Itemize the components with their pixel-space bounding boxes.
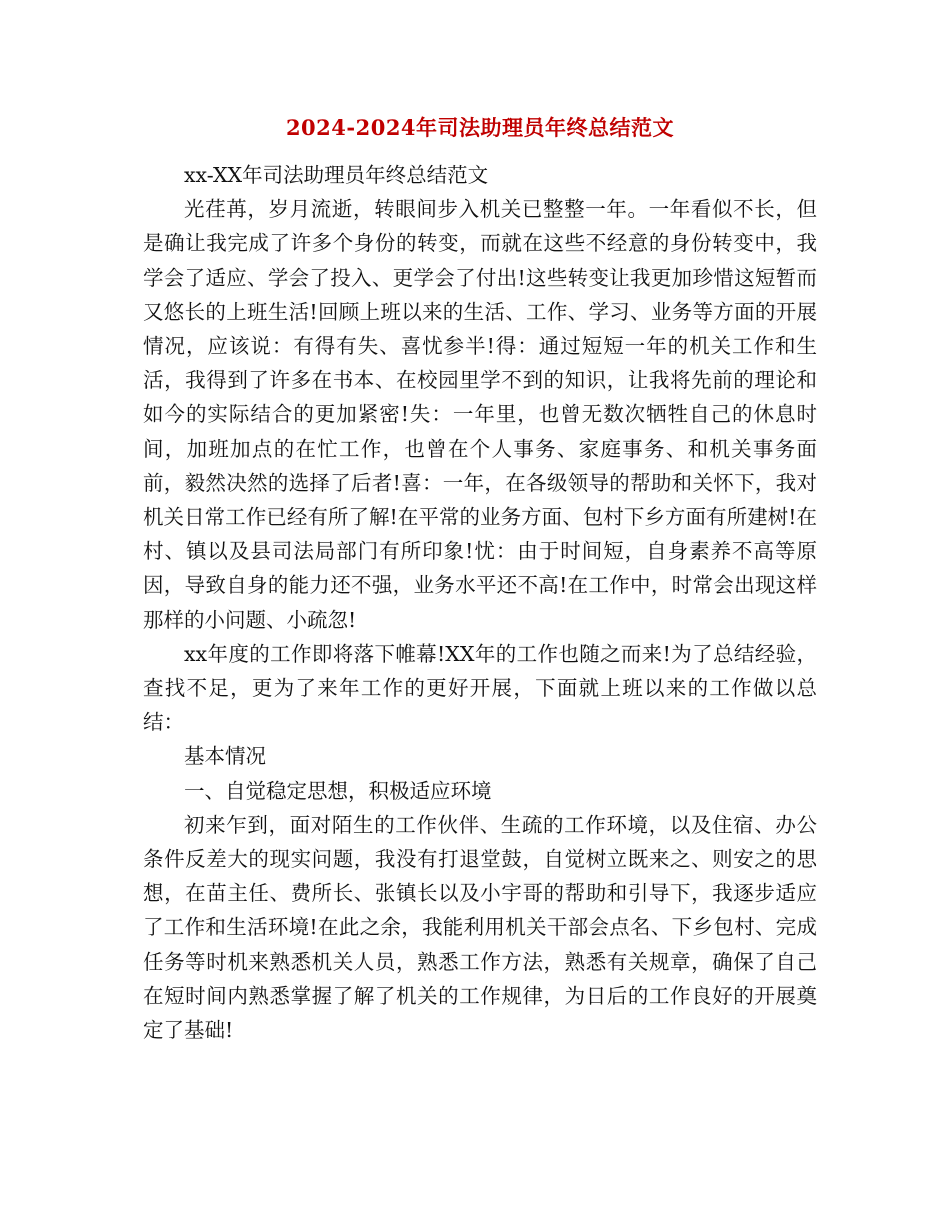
- section-heading-basic: 基本情况: [184, 744, 266, 769]
- subtitle-paragraph: xx-XX年司法助理员年终总结范文: [184, 163, 489, 187]
- section-heading-one: 一、自觉稳定思想，积极适应环境: [184, 778, 492, 803]
- intro-paragraph: 光荏苒，岁月流逝，转眼间步入机关已整整一年。一年看似不长，但是确让我完成了许多个身份的转变，而就在这些不经意的身份转变中，我学会了适应、学会了投入、更学会了付出!这些转变让我更加珍惜这短暂而又悠长的上班生活!回顾上班以来的生活、工作、学习、业务等方面的开展情况，应该说：有得有失、喜忧参半!得：通过短短一年的机关工作和生活，我得到了许多在书本、在校园里学不到的知识，让我将先前的理论和如今的实际结合的更加紧密!失：一年里，也曾无数次牺牲自己的休息时间，加班加点的在忙工作，也曾在个人事务、家庭事务、和机关事务面前，毅然决然的选择了后者!喜：一年，在各级领导的帮助和关怀下，我对机关日常工作已经有所了解!在平常的业务方面、包村下乡方面有所建树!在村、镇以及县司法局部门有所印象!忧：由于时间短，自身素养不高等原因，导致自身的能力还不强，业务水平还不高!在工作中，时常会出现这样那样的小问题、小疏忽!: [143, 197, 817, 632]
- body-paragraph: 初来乍到，面对陌生的工作伙伴、生疏的工作环境，以及住宿、办公条件反差大的现实问题，我没有打退堂鼓，自觉树立既来之、则安之的思想，在苗主任、费所长、张镇长以及小宇哥的帮助和引导下，我逐步适应了工作和生活环境!在此之余，我能利用机关干部会点名、下乡包村、完成任务等时机来熟悉机关人员，熟悉工作方法，熟悉有关规章，确保了自己在短时间内熟悉掌握了解了机关的工作规律，为日后的工作良好的开展奠定了基础!: [143, 812, 817, 1043]
- summary-paragraph: xx年度的工作即将落下帷幕!XX年的工作也随之而来!为了总结经验，查找不足，更为了来年工作的更好开展，下面就上班以来的工作做以总结：: [143, 641, 817, 735]
- document-title: 2024-2024年司法助理员年终总结范文: [285, 115, 675, 140]
